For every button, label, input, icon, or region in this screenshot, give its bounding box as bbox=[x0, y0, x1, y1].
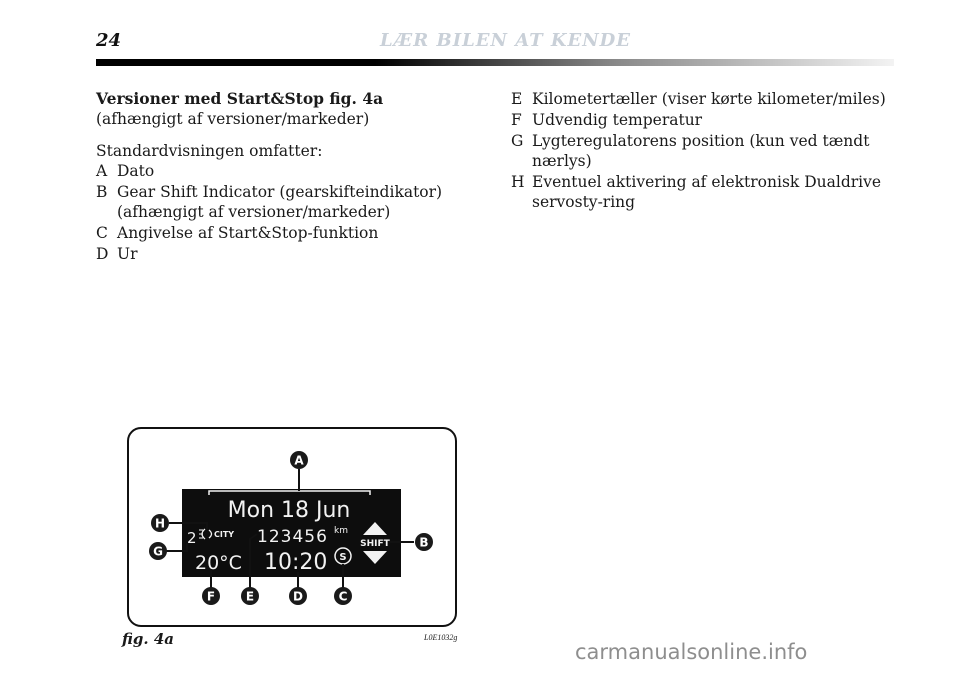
display-temperature: 20°C bbox=[195, 552, 242, 574]
header-rule bbox=[96, 59, 894, 66]
odometer-value: 123456 bbox=[257, 527, 328, 547]
display-date: Mon 18 Jun bbox=[227, 498, 351, 523]
figure-caption: fig. 4a bbox=[122, 630, 174, 648]
figure-frame bbox=[127, 427, 457, 627]
list-item-b bbox=[96, 182, 496, 222]
callout-g bbox=[149, 542, 167, 560]
list-item-a bbox=[96, 161, 496, 181]
display-clock: 10:20 bbox=[264, 550, 328, 575]
callout-d bbox=[289, 587, 307, 605]
item-letter: D bbox=[96, 245, 109, 263]
list-item-e bbox=[511, 89, 901, 109]
section-subheading: (afhængigt af versioner/markeder) bbox=[96, 110, 370, 128]
callout-a bbox=[290, 451, 308, 469]
left-column bbox=[96, 89, 496, 264]
item-letter: F bbox=[511, 111, 522, 129]
svg-text:A: A bbox=[294, 453, 304, 468]
page-number: 24 bbox=[96, 30, 122, 51]
item-text: Lygteregulatorens position (kun ved tændt nærlys) bbox=[532, 132, 870, 170]
svg-text:D: D bbox=[293, 589, 303, 604]
dashboard-display-figure bbox=[129, 429, 455, 625]
svg-text:G: G bbox=[153, 544, 163, 559]
intro-text: Standardvisningen omfatter: bbox=[96, 142, 323, 160]
callout-h bbox=[151, 514, 169, 532]
callout-e bbox=[241, 587, 259, 605]
item-text: Kilometertæller (viser kørte kilometer/miles) bbox=[532, 90, 886, 108]
item-text: Dato bbox=[117, 162, 155, 180]
start-stop-icon bbox=[335, 548, 351, 564]
item-letter: G bbox=[511, 132, 524, 150]
headlamp-level: 2 bbox=[187, 529, 197, 547]
svg-text:F: F bbox=[206, 589, 216, 604]
svg-text:B: B bbox=[419, 535, 429, 550]
callout-f bbox=[202, 587, 220, 605]
item-letter: E bbox=[511, 90, 523, 108]
item-text: Ur bbox=[117, 245, 138, 263]
callout-b bbox=[415, 533, 433, 551]
item-letter: A bbox=[96, 162, 108, 180]
item-text: Udvendig temperatur bbox=[532, 111, 703, 129]
list-item-h bbox=[511, 172, 901, 212]
list-item-g bbox=[511, 131, 901, 171]
city-label: CITY bbox=[214, 530, 235, 539]
item-letter: C bbox=[96, 224, 108, 242]
callout-c bbox=[334, 587, 352, 605]
svg-text:H: H bbox=[154, 516, 166, 531]
svg-text:C: C bbox=[338, 589, 348, 604]
item-text: Eventuel aktivering af elektronisk Dualdrive servosty-ring bbox=[532, 173, 882, 211]
section-title: LÆR BILEN AT KENDE bbox=[380, 30, 632, 51]
item-text: Gear Shift Indicator (gearskifteindikator) (afhængigt af versioner/markeder) bbox=[117, 183, 443, 221]
item-text: Angivelse af Start&Stop-funktion bbox=[117, 224, 379, 242]
odometer-unit: km bbox=[334, 526, 348, 536]
list-item-d bbox=[96, 244, 496, 264]
watermark: carmanualsonline.info bbox=[575, 640, 808, 664]
list-item-c bbox=[96, 223, 496, 243]
item-letter: B bbox=[96, 183, 108, 201]
list-item-f bbox=[511, 110, 901, 130]
right-column bbox=[511, 89, 901, 212]
item-letter: H bbox=[511, 173, 525, 191]
stop-symbol: S bbox=[339, 552, 347, 563]
shift-label: SHIFT bbox=[360, 539, 390, 549]
section-heading: Versioner med Start&Stop fig. 4a bbox=[96, 89, 384, 108]
figure-code: L0E1032g bbox=[424, 633, 458, 642]
svg-text:E: E bbox=[245, 589, 255, 604]
